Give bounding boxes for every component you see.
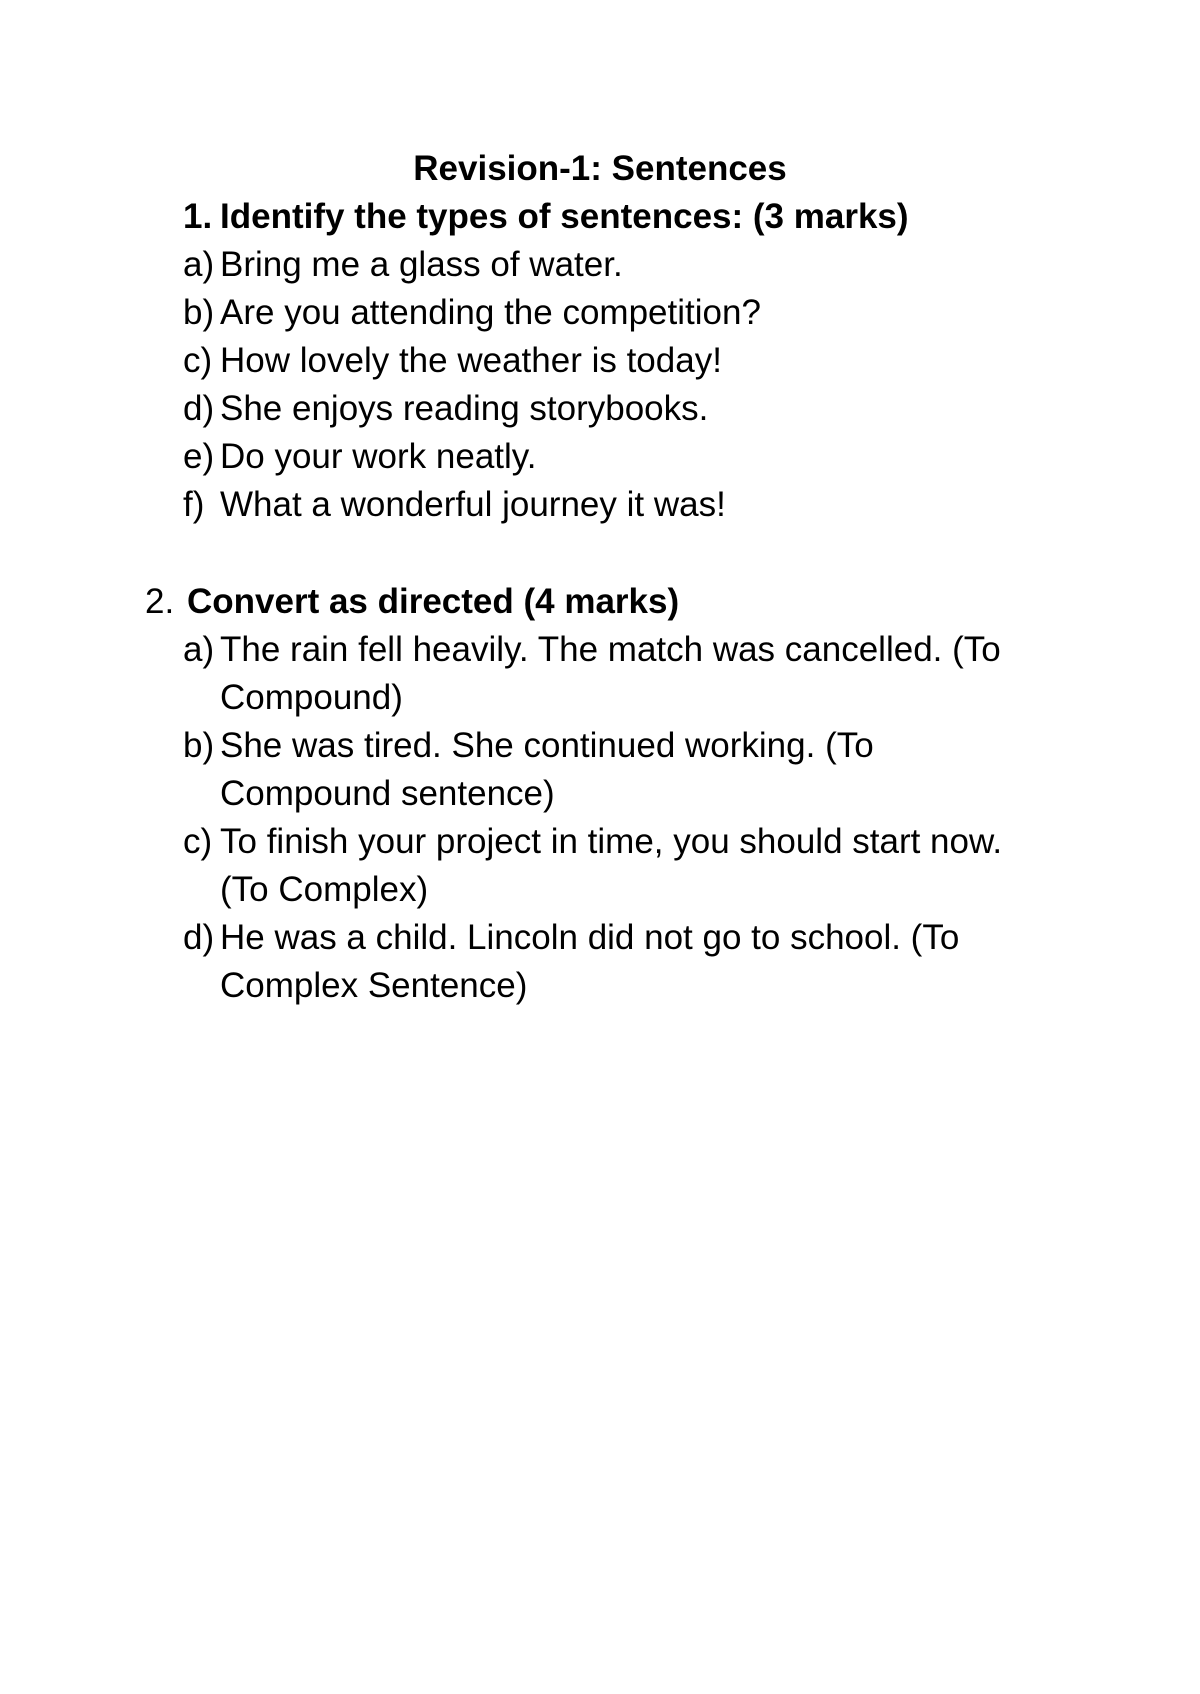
- item-text: Compound sentence): [220, 774, 555, 813]
- item-text: Bring me a glass of water.: [220, 245, 623, 284]
- item-text: (To Complex): [220, 870, 429, 909]
- section-1-title: Identify the types of sentences: (3 marks): [220, 197, 909, 236]
- item-marker: c): [183, 341, 213, 380]
- item-marker: d): [183, 389, 215, 428]
- item-marker: d): [183, 918, 215, 957]
- section-2-number: 2.: [145, 582, 175, 621]
- item-text: What a wonderful journey it was!: [220, 485, 726, 524]
- item-text: How lovely the weather is today!: [220, 341, 722, 380]
- item-text: She enjoys reading storybooks.: [220, 389, 709, 428]
- item-marker: c): [183, 822, 213, 861]
- section-2-title: Convert as directed (4 marks): [187, 582, 680, 621]
- item-text: Do your work neatly.: [220, 437, 537, 476]
- item-marker: a): [183, 245, 215, 284]
- item-text: He was a child. Lincoln did not go to school. (To: [220, 918, 960, 957]
- item-marker: b): [183, 726, 215, 765]
- item-text: To finish your project in time, you should start now.: [220, 822, 1003, 861]
- item-text: The rain fell heavily. The match was cancelled. (To: [220, 630, 1001, 669]
- item-marker: a): [183, 630, 215, 669]
- item-text: She was tired. She continued working. (To: [220, 726, 874, 765]
- item-marker: b): [183, 293, 215, 332]
- item-text: Complex Sentence): [220, 966, 528, 1005]
- item-text: Are you attending the competition?: [220, 293, 761, 332]
- page-title: Revision-1: Sentences: [413, 149, 787, 188]
- item-marker: f): [183, 485, 205, 524]
- item-marker: e): [183, 437, 215, 476]
- section-1-number: 1.: [183, 197, 213, 236]
- item-text: Compound): [220, 678, 403, 717]
